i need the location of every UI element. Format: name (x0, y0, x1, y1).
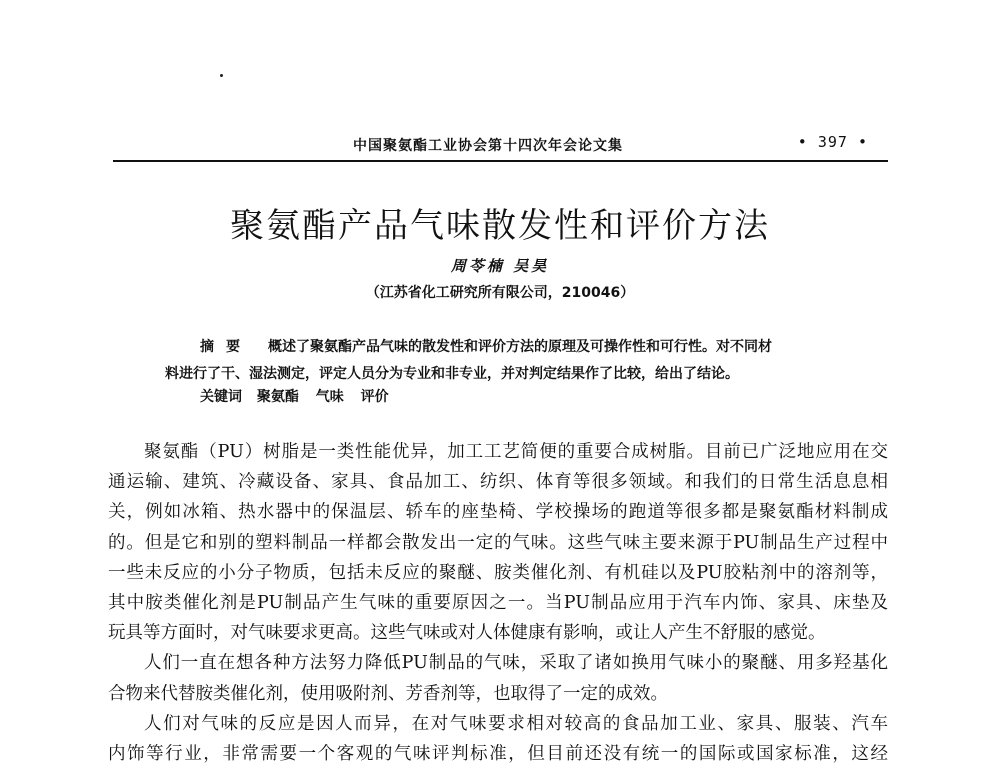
paragraph-line: 通运输、建筑、冷藏设备、家具、食品加工、纺织、体育等很多领域。和我们的日常生活息息相 (108, 472, 888, 493)
paragraph-line: 人们对气味的反应是因人而异，在对气味要求相对较高的食品加工业、家具、服装、汽车 (144, 713, 888, 734)
journal-title: 中国聚氨酯工业协会第十四次年会论文集 (353, 138, 623, 154)
page-number: • 397 • (797, 133, 868, 151)
keyword: 评价 (360, 389, 389, 405)
paragraph-line: 关，例如冰箱、热水器中的保温层、轿车的座垫椅、学校操场的跑道等很多都是聚氨酯材料制成 (108, 502, 888, 523)
body-text (108, 437, 888, 769)
keywords (200, 386, 401, 406)
affiliation: （江苏省化工研究所有限公司，210046） (365, 285, 635, 301)
abstract-label: 摘要 (200, 339, 252, 355)
header-rule (113, 160, 888, 162)
paragraph-line: 其中胺类催化剂是PU制品产生气味的重要原因之一。当PU制品应用于汽车内饰、家具、床垫及 (108, 593, 888, 614)
paragraph-line: 聚氨酯（PU）树脂是一类性能优异，加工工艺简便的重要合成树脂。目前已广泛地应用在交 (144, 442, 888, 462)
paragraph-line: 内饰等行业，非常需要一个客观的气味评判标准，但目前还没有统一的国际或国家标准，这经 (108, 744, 888, 765)
paragraph-line: 一些未反应的小分子物质，包括未反应的聚醚、胺类催化剂、有机硅以及PU胶粘剂中的溶剂等， (108, 562, 888, 583)
keyword: 气味 (315, 389, 344, 405)
paper-title: 聚氨酯产品气味散发性和评价方法 (230, 206, 770, 246)
paragraph-line: 合物来代替胺类催化剂，使用吸附剂、芳香剂等，也取得了一定的成效。 (108, 683, 668, 704)
paragraph-line: 的。但是它和别的塑料制品一样都会散发出一定的气味。这些气味主要来源于PU制品生产过程中 (108, 532, 888, 553)
paragraph-line: 人们一直在想各种方法努力降低PU制品的气味，采取了诸如换用气味小的聚醚、用多羟基化 (144, 653, 888, 674)
scan-speck (220, 74, 223, 77)
keywords-label: 关键词 (200, 389, 242, 405)
paragraph-line: 玩具等方面时，对气味要求更高。这些气味或对人体健康有影响，或让人产生不舒服的感觉。 (108, 623, 826, 644)
abstract-text-1: 概述了聚氨酯产品气味的散发性和评价方法的原理及可操作性和可行性。对不同材 (268, 339, 772, 355)
abstract-text-2: 料进行了干、湿法测定，评定人员分为专业和非专业，并对判定结果作了比较，给出了结论。 (165, 366, 739, 382)
running-header (113, 133, 888, 157)
authors: 周苓楠 吴昊 (450, 257, 550, 275)
abstract (165, 334, 835, 388)
keyword: 聚氨酯 (256, 389, 299, 405)
abstract-line (165, 334, 835, 361)
